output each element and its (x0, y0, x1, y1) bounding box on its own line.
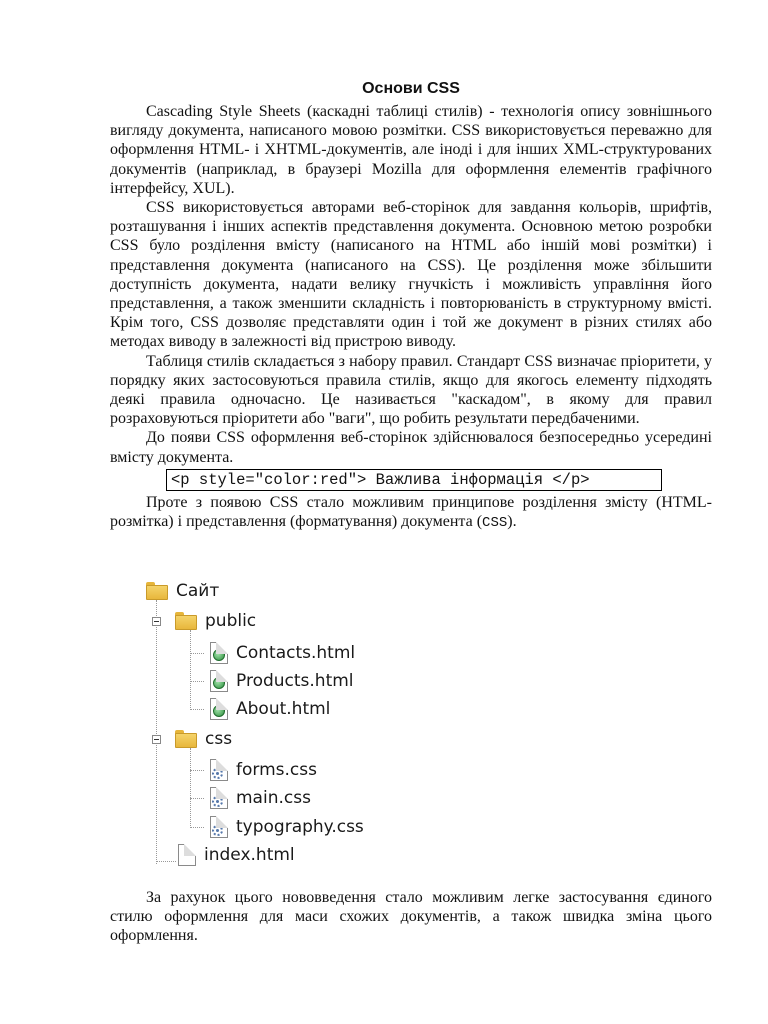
css-file-icon (210, 759, 228, 781)
folder-icon (175, 612, 197, 630)
tree-item-file[interactable] (178, 842, 295, 868)
tree-item-label: typography.css (236, 817, 364, 837)
css-file-icon (210, 787, 228, 809)
html-file-icon (210, 698, 228, 720)
collapse-icon[interactable] (152, 617, 161, 626)
tree-item-label: forms.css (236, 760, 317, 780)
code-example: <p style="color:red"> Важлива інформація </p> (166, 469, 662, 491)
tree-item-file[interactable] (210, 757, 317, 783)
document-body (110, 80, 712, 533)
paragraph-5-code: CSS (482, 515, 508, 532)
folder-icon (146, 582, 168, 600)
tree-item-file[interactable] (210, 785, 311, 811)
tree-item-label: Contacts.html (236, 643, 356, 663)
file-tree (146, 578, 406, 868)
tree-item-file[interactable] (210, 668, 354, 694)
tree-item-file[interactable] (210, 640, 355, 666)
tree-item-file[interactable] (210, 696, 330, 722)
page-title: Основи CSS (362, 80, 460, 97)
collapse-icon[interactable] (152, 735, 161, 744)
paragraph-5-end: ). (507, 513, 517, 531)
paragraph-3: Таблиця стилів складається з набору правил. Стандарт CSS визначає пріоритети, у порядку яких застосовуються правила стилів, якщо для якогось елементу підходять деякі правила одночасно. Це називається "каскадом", в якому для правил розраховуються пріоритети або "ваги", що робить результати передбаченими. (110, 352, 712, 428)
css-file-icon (210, 816, 228, 838)
closing-section (110, 888, 712, 946)
tree-item-root[interactable] (146, 578, 219, 604)
tree-item-file[interactable] (210, 814, 364, 840)
paragraph-2: CSS використовується авторами веб-сторінок для завдання кольорів, шрифтів, розташування і інших аспектів представлення документа. Основною метою розробки CSS було розділення вмісту (написаного на HTML або іншій мові розмітки) і представлення документа (написаного на CSS). Це розділення може збільшити доступність документа, надати велику гнучкість і можливість управління його представлення, а також зменшити складність і повторюваність в структурному вмісті. Крім того, CSS дозволяє представляти один і той же документ в різних стилях або методах виводу в залежності від пристрою виводу. (110, 199, 712, 351)
tree-item-label: About.html (236, 699, 331, 719)
tree-item-label: index.html (204, 845, 295, 865)
paragraph-5-text: Проте з появою CSS стало можливим принципове розділення змісту (HTML-розмітка) і представлення (форматування) документа ( (110, 493, 712, 531)
tree-item-public[interactable] (152, 608, 256, 634)
file-icon (178, 844, 196, 866)
tree-item-label: public (205, 611, 257, 631)
tree-item-label: main.css (236, 788, 311, 808)
folder-icon (175, 730, 197, 748)
paragraph-5 (110, 493, 712, 533)
html-file-icon (210, 670, 228, 692)
tree-item-label: Сайт (176, 581, 220, 601)
closing-paragraph: За рахунок цього нововведення стало можливим легке застосування єдиного стилю оформлення для маси схожих документів, а також швидка зміна цього оформлення. (110, 889, 712, 945)
tree-item-label: css (205, 729, 233, 749)
paragraph-1: Cascading Style Sheets (каскадні таблиці стилів) - технологія опису зовнішнього вигляду документа, написаного мовою розмітки. CSS використовується переважно для оформлення HTML- і XHTML-документів, але іноді і для інших XML-структурованих документів (наприклад, в браузері Mozilla для оформлення елементів графічного інтерфейсу, XUL). (110, 103, 712, 197)
paragraph-4: До появи CSS оформлення веб-сторінок здійснювалося безпосередньо усередині вмісту документа. (110, 429, 712, 466)
tree-item-css[interactable] (152, 726, 232, 752)
html-file-icon (210, 642, 228, 664)
tree-item-label: Products.html (236, 671, 354, 691)
